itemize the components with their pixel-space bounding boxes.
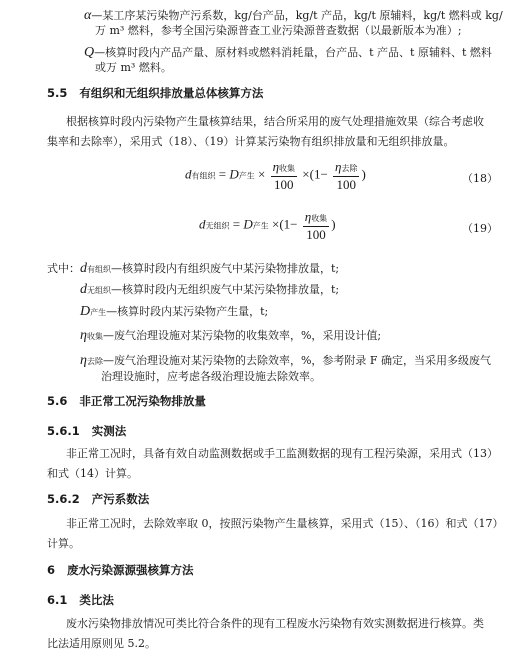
section-title: 类比法 <box>79 593 114 607</box>
section-number: 5.6.1 <box>47 424 80 438</box>
section-5-6-2-line1: 非正常工况时，去除效率取 0，按照污染物产生量核算，采用式（15）、（16）和式（17） <box>66 517 504 530</box>
def-eta-removal <box>80 349 491 369</box>
alpha-desc-line1: —某工序某污染物产污系数，kg/台产品，kg/t 产品，kg/t 原辅料，kg/t 燃料或 kg/ <box>91 9 503 22</box>
eta2-sub: 去除 <box>86 357 103 366</box>
eq19-D-sub: 产生 <box>252 221 269 231</box>
section-5-6-1-line1: 非正常工况时，具备有效自动监测数据或手工监测数据的现有工程污染源，采用式（13） <box>66 447 498 460</box>
def-D-generated <box>80 300 268 320</box>
def-alpha <box>84 4 503 24</box>
section-5-5-para-line2: 集率和去除率），采用式（18）、（19）计算某污染物有组织排放量和无组织排放量。 <box>47 135 455 148</box>
q-symbol: Q <box>84 45 95 60</box>
section-number: 6 <box>47 563 56 577</box>
eq18-equals: = <box>218 166 230 182</box>
equation-19-number: （19） <box>462 222 498 235</box>
eq19-eta-sub: 收集 <box>311 214 328 223</box>
def-eta-collection <box>80 324 381 344</box>
eq18-fraction1 <box>271 159 297 192</box>
eq19-eta: η <box>304 209 312 224</box>
section-5-6-heading <box>47 393 206 409</box>
D-symbol: D <box>80 304 91 319</box>
section-5-5-heading <box>47 85 263 101</box>
alpha-symbol: α <box>84 8 92 23</box>
eq19-equals: = <box>232 216 244 232</box>
def-d-fugitive <box>80 278 339 298</box>
eta2-symbol: η <box>80 353 87 368</box>
d2-desc: —核算时段内无组织废气中某污染物排放量，t; <box>111 283 340 296</box>
section-6-1-line2: 比法适用原则见 5.2。 <box>47 637 156 650</box>
alpha-desc-line2: 万 m³ 燃料，参考全国污染源普查工业污染源普查数据（以最新版本为准）; <box>95 24 462 37</box>
section-5-5-para-line1: 根据核算时段内污染物产生量核算结果，结合所采用的废气处理措施效果（综合考虑收 <box>66 115 484 128</box>
section-6-1-line1: 废水污染物排放情况可类比符合条件的现有工程废水污染物有效实测数据进行核算。类 <box>66 617 484 630</box>
section-5-6-2-heading <box>47 491 149 507</box>
q-desc-line2: 或万 m³ 燃料。 <box>95 61 172 74</box>
d1-desc: —核算时段内有组织废气中某污染物排放量，t; <box>111 262 340 275</box>
section-title: 产污系数法 <box>91 492 150 506</box>
eq18-eta2-sub: 去除 <box>341 164 358 173</box>
section-6-heading <box>47 562 194 578</box>
D-sub: 产生 <box>90 308 107 317</box>
eq18-times1: × <box>257 166 266 182</box>
section-number: 5.6.2 <box>47 492 80 506</box>
section-title: 实测法 <box>91 424 127 438</box>
section-number: 5.5 <box>47 86 68 100</box>
section-5-6-1-line2: 和式（14）计算。 <box>47 467 138 480</box>
eta1-symbol: η <box>80 328 87 343</box>
d2-sub: 无组织 <box>87 286 111 295</box>
eq19-lhs: d <box>199 216 206 232</box>
eq18-lhs: d <box>185 166 192 182</box>
section-number: 5.6 <box>47 394 68 408</box>
eq18-den2: 100 <box>336 177 356 192</box>
eq18-fraction2 <box>333 159 359 192</box>
section-title: 非正常工况污染物排放量 <box>79 394 206 408</box>
section-title: 有组织和无组织排放量总体核算方法 <box>79 86 264 100</box>
eq19-D: D <box>243 216 253 232</box>
section-6-1-heading <box>47 592 114 608</box>
eq18-den1: 100 <box>274 177 294 192</box>
eq18-eta1: η <box>272 159 280 174</box>
q-desc-line1: —核算时段内产品产量、原材料或燃料消耗量，台产品、t 产品、t 原辅料、t 燃料 <box>94 46 492 59</box>
eq18-D-sub: 产生 <box>238 171 255 181</box>
eq18-close: ) <box>361 166 366 182</box>
section-number: 6.1 <box>47 593 68 607</box>
eta1-desc: —废气治理设施对某污染物的收集效率，%，采用设计值; <box>102 329 382 342</box>
eq18-eta1-sub: 收集 <box>279 164 296 173</box>
eq18-D: D <box>229 166 239 182</box>
eta1-sub: 收集 <box>86 332 103 341</box>
eq18-eta2: η <box>335 159 342 174</box>
def-q <box>84 41 492 61</box>
eta2-desc-line1: —废气治理设施对某污染物的去除效率，%，参考附录 F 确定，当采用多级废气 <box>102 354 492 367</box>
section-5-6-2-line2: 计算。 <box>47 537 80 550</box>
eta2-desc-line2: 治理设施时，应考虑各级治理设施去除效率。 <box>101 370 321 383</box>
equation-19 <box>199 209 336 242</box>
def-d-organized <box>47 257 339 277</box>
eq19-lhs-sub: 无组织 <box>205 221 230 231</box>
eq19-close: ) <box>331 216 336 232</box>
where-prefix: 式中： <box>47 262 80 275</box>
eq19-times: ×(1− <box>271 216 298 232</box>
eq18-lhs-sub: 有组织 <box>191 171 216 181</box>
section-title: 废水污染源源强核算方法 <box>67 563 194 577</box>
D-desc: —核算时段内某污染物产生量，t; <box>106 305 269 318</box>
eq19-den: 100 <box>306 227 326 242</box>
equation-18-number: （18） <box>462 172 498 185</box>
eq18-times2: ×(1− <box>302 166 328 182</box>
d2-symbol: d <box>80 282 87 297</box>
eq19-fraction <box>303 209 329 242</box>
section-5-6-1-heading <box>47 423 126 439</box>
equation-18 <box>185 159 366 192</box>
d1-symbol: d <box>80 261 87 276</box>
d1-sub: 有组织 <box>87 265 111 274</box>
